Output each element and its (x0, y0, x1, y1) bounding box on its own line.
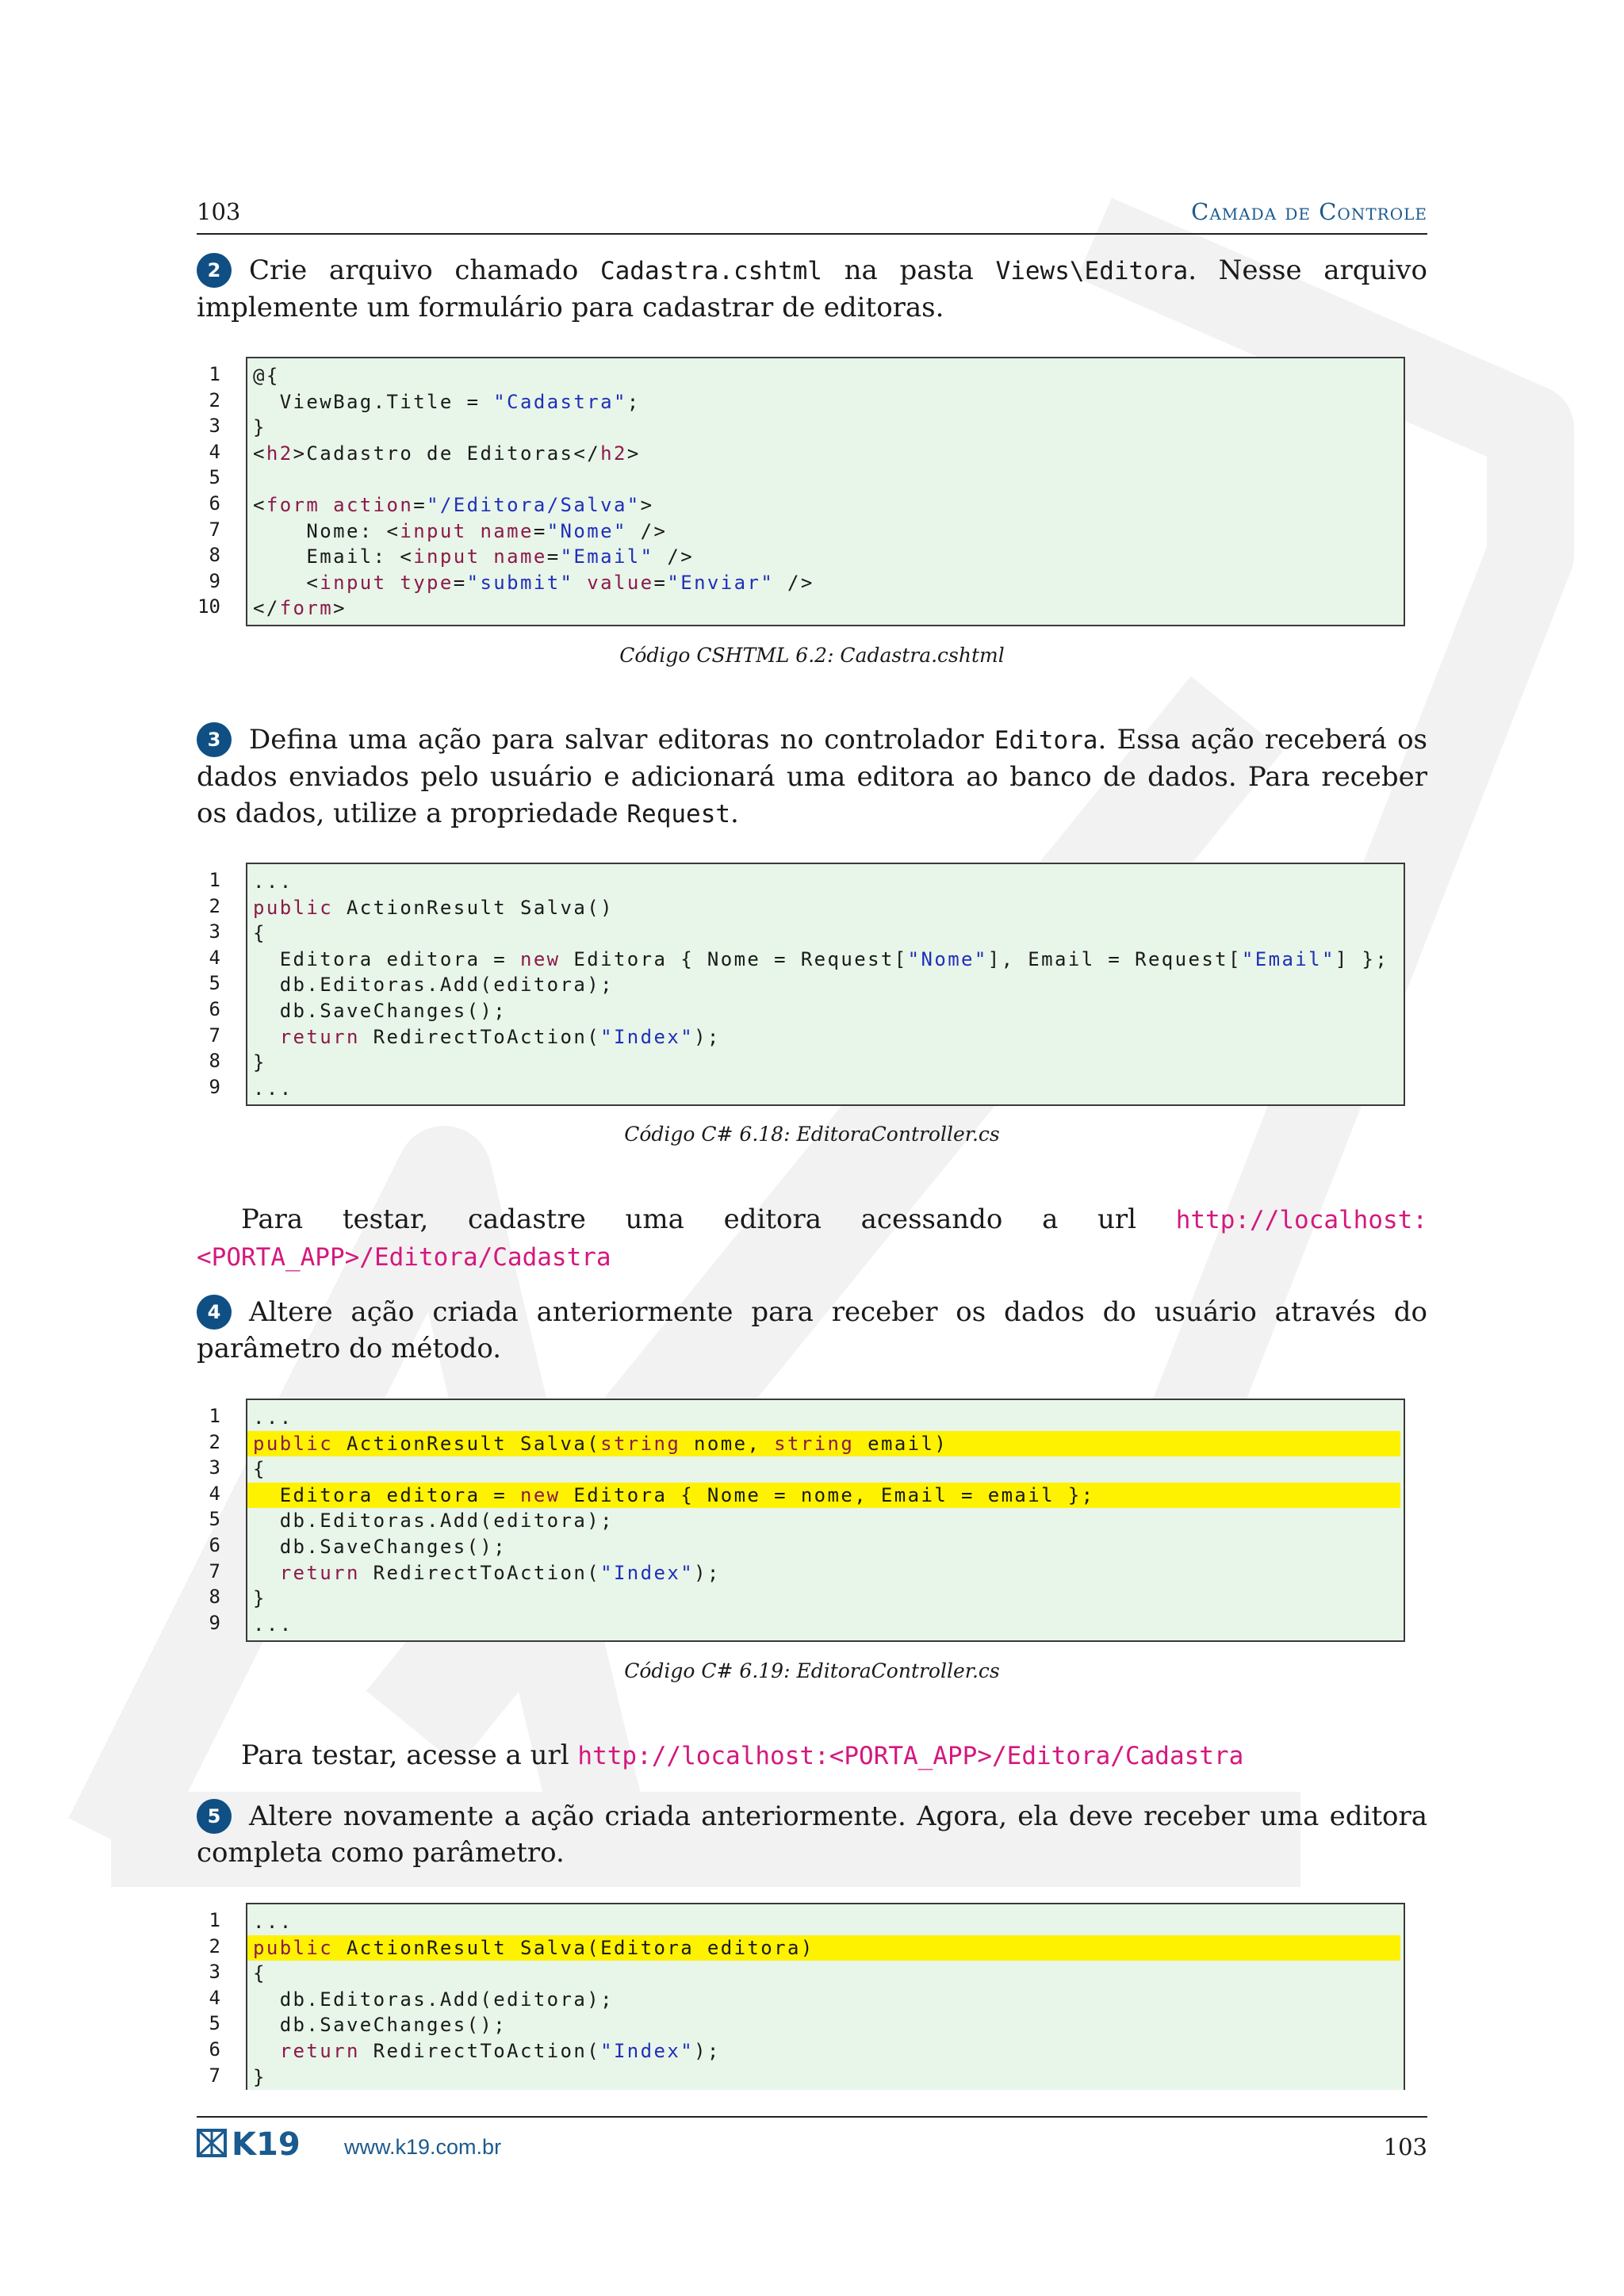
footer-page-number: 103 (1383, 2133, 1427, 2160)
line-number: 6 (209, 1533, 220, 1556)
code-line: } (253, 416, 266, 439)
line-number: 1 (209, 363, 220, 385)
listing-caption: Código C# 6.18: EditoraController.cs (624, 1123, 1000, 1146)
code-line: </form> (253, 597, 347, 620)
code-line: return RedirectToAction("Index"); (279, 2039, 721, 2062)
text: . Essa ação receberá os dados enviados pelo usuário e adicionará uma editora ao banco de dados. Para receber os dados, utilize a propriedade (197, 724, 1427, 829)
code-line-highlighted: public ActionResult Salva(string nome, string email) (247, 1431, 1400, 1457)
line-number: 2 (209, 388, 220, 411)
code-line: public ActionResult Salva() (253, 896, 614, 919)
code-line: db.SaveChanges(); (253, 2014, 508, 2037)
code-line: <form action="/Editora/Salva"> (253, 493, 654, 516)
code-line: ... (253, 1911, 293, 1933)
line-number: 7 (209, 1559, 220, 1582)
line-number: 5 (209, 1508, 220, 1531)
inline-code: Request (626, 800, 731, 828)
code-block (246, 1903, 1405, 2090)
code-block (246, 863, 1405, 1106)
test-url-link[interactable]: http://localhost:<PORTA_APP>/Editora/Cadastra (577, 1742, 1244, 1770)
page-footer (197, 2116, 1427, 2173)
code-line: } (253, 2065, 266, 2088)
chapter-title: Camada de Controle (1191, 198, 1427, 225)
test-url-link[interactable]: http://localhost:<PORTA_APP>/Editora/Cadastra (197, 1206, 1427, 1272)
listing-caption: Código CSHTML 6.2: Cadastra.cshtml (619, 644, 1005, 667)
code-line: db.SaveChanges(); (253, 1535, 508, 1558)
line-number: 2 (209, 1934, 220, 1957)
code-line: db.Editoras.Add(editora); (253, 1510, 614, 1533)
code-line: { (253, 1962, 266, 1985)
line-number: 1 (209, 1405, 220, 1427)
code-line: { (253, 922, 266, 945)
line-number: 6 (209, 997, 220, 1020)
line-number: 7 (209, 1024, 220, 1047)
line-number: 7 (209, 518, 220, 541)
svg-text:K19: K19 (232, 2127, 301, 2159)
line-number: 4 (209, 1986, 220, 2009)
code-block (246, 357, 1405, 626)
text: Crie arquivo chamado (249, 254, 600, 286)
line-numbers (197, 1403, 220, 1636)
text: . (730, 798, 739, 829)
footer-site-link[interactable]: www.k19.com.br (344, 2135, 502, 2159)
code-line: return RedirectToAction("Index"); (279, 1025, 721, 1048)
line-number: 1 (209, 1909, 220, 1931)
inline-code: Views\Editora (995, 257, 1189, 285)
page-header (197, 198, 1427, 235)
line-number: 3 (209, 415, 220, 438)
line-number: 5 (209, 2012, 220, 2035)
line-number: 3 (209, 920, 220, 943)
test-paragraph-1 (197, 1201, 1427, 1276)
code-line: return RedirectToAction("Index"); (279, 1561, 721, 1584)
line-numbers (197, 362, 220, 620)
text: Para testar, cadastre uma editora acessando a url (241, 1203, 1176, 1235)
line-numbers (197, 867, 220, 1100)
code-line: Nome: <input name="Nome" /> (253, 519, 668, 542)
code-line: { (253, 1458, 266, 1481)
step-3-badge: 3 (197, 722, 232, 757)
text: Altere ação criada anteriormente para receber os dados do usuário através do parâmetro do método. (197, 1296, 1427, 1364)
line-number: 4 (209, 440, 220, 463)
code-line: db.SaveChanges(); (253, 999, 508, 1022)
line-number: 9 (209, 569, 220, 592)
step-5-badge: 5 (197, 1799, 232, 1834)
code-line: @{ (253, 365, 280, 387)
step-2-paragraph (197, 252, 1427, 326)
line-number: 10 (197, 595, 220, 618)
text: Para testar, acesse a url (241, 1739, 578, 1771)
line-number: 3 (209, 1961, 220, 1984)
step-2-badge: 2 (197, 253, 232, 288)
code-line: ViewBag.Title = "Cadastra"; (253, 390, 641, 413)
k19-logo (197, 2127, 320, 2159)
code-line-highlighted: public ActionResult Salva(Editora editora) (247, 1935, 1400, 1961)
code-line: ... (253, 1406, 293, 1429)
line-number: 9 (209, 1611, 220, 1634)
line-number: 3 (209, 1456, 220, 1479)
line-number: 2 (209, 894, 220, 917)
code-line: ... (253, 871, 293, 893)
code-line: } (253, 1051, 266, 1074)
step-4-paragraph (197, 1294, 1427, 1367)
code-line (247, 466, 1404, 492)
line-number: 8 (209, 1586, 220, 1609)
code-line-highlighted: Editora editora = new Editora { Nome = nome, Email = email }; (247, 1483, 1400, 1509)
line-numbers (197, 1908, 220, 2088)
text: . Nesse arquivo implemente um formulário para cadastrar de editoras. (197, 254, 1427, 323)
line-number: 6 (209, 492, 220, 515)
step-4-badge: 4 (197, 1295, 232, 1330)
code-line: ... (253, 1613, 293, 1636)
code-line: } (253, 1587, 266, 1610)
line-number: 8 (209, 544, 220, 567)
step-3-paragraph (197, 721, 1427, 832)
inline-code: Editora (994, 726, 1098, 755)
line-number: 6 (209, 2038, 220, 2061)
text: Defina uma ação para salvar editoras no controlador (249, 724, 994, 756)
listing-caption: Código C# 6.19: EditoraController.cs (624, 1659, 1000, 1682)
line-number: 1 (209, 869, 220, 891)
code-line: <input type="submit" value="Enviar" /> (253, 571, 814, 594)
text: na pasta (822, 254, 996, 286)
code-line: ... (253, 1077, 293, 1100)
line-number: 7 (209, 2064, 220, 2087)
step-5-paragraph (197, 1798, 1427, 1871)
line-number: 2 (209, 1430, 220, 1453)
code-line: Email: <input name="Email" /> (253, 545, 695, 568)
header-page-number: 103 (197, 198, 241, 225)
line-number: 5 (209, 972, 220, 995)
code-line: db.Editoras.Add(editora); (253, 974, 614, 997)
code-line: <h2>Cadastro de Editoras</h2> (253, 442, 641, 465)
inline-code: Cadastra.cshtml (599, 257, 822, 285)
code-line: Editora editora = new Editora { Nome = Request["Nome"], Email = Request["Email"] }; (253, 947, 1389, 970)
code-block (246, 1399, 1405, 1642)
test-paragraph-2 (197, 1737, 1427, 1774)
line-number: 4 (209, 946, 220, 969)
line-number: 4 (209, 1482, 220, 1505)
line-number: 9 (209, 1075, 220, 1098)
line-number: 8 (209, 1050, 220, 1073)
text: Altere novamente a ação criada anteriormente. Agora, ela deve receber uma editora completa como parâmetro. (197, 1800, 1427, 1869)
line-number: 5 (209, 466, 220, 489)
code-line: db.Editoras.Add(editora); (253, 1988, 614, 2011)
